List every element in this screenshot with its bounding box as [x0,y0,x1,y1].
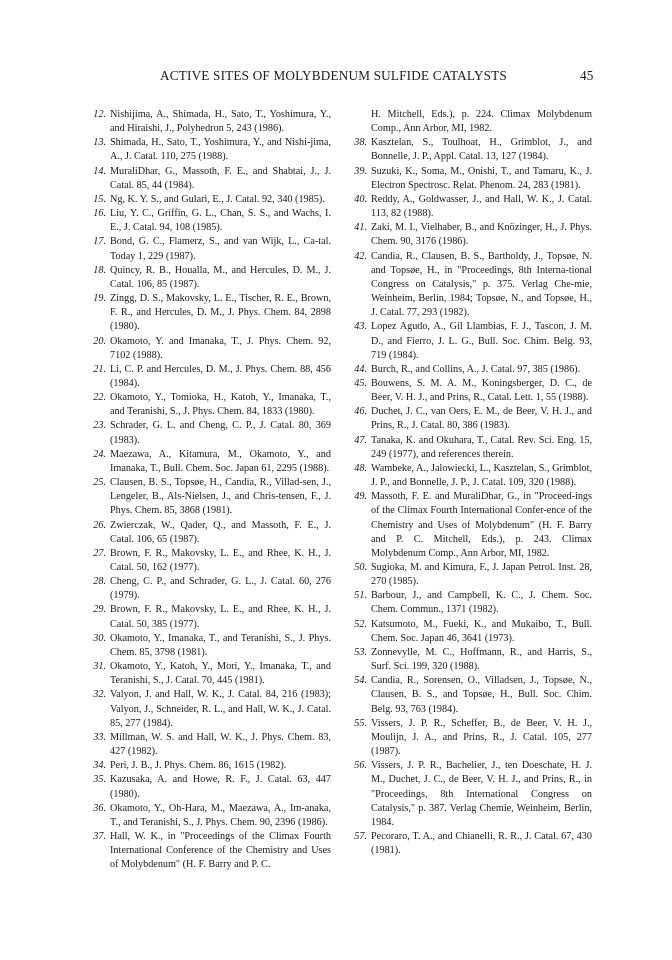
reference-number: 30. [93,632,106,644]
reference-number: 29. [93,604,106,616]
reference-entry [91,448,331,476]
reference-entry [91,603,331,631]
reference-text: MuraliDhar, G., Massoth, F. E., and Shabtai, J., J. Catal. 85, 44 (1984). [110,165,331,191]
reference-number: 24. [93,448,106,460]
reference-text: Li, C. P. and Hercules, D. M., J. Phys. Chem. 88, 456 (1984). [110,363,331,389]
reference-text: Suzuki, K., Soma, M., Onishi, T., and Tamaru, K., J. Electron Spectrosc. Relat. Phenom. 24, 283 (1981). [371,165,592,191]
reference-number: 37. [93,830,106,842]
reference-number: 49. [354,491,367,503]
reference-text: Lopez Agudo, A., Gil Llambias, F. J., Tascon, J. M. D., and Fierro, J. L. G., Bull. Soc. Chim. Belg. 93, 719 (1984). [371,321,592,361]
reference-number: 27. [93,547,106,559]
reference-entry [352,405,592,433]
reference-text: Kasztelan, S., Toulhoat, H., Grimblot, J., and Bonnelle, J. P., Appl. Catal. 13, 127 (1984). [371,137,592,163]
reference-entry [91,292,331,334]
reference-entry [91,759,331,773]
reference-text: Zwierczak, W., Qader, Q., and Massoth, F. E., J. Catal. 106, 65 (1987). [110,519,331,545]
page-number: 45 [580,68,594,83]
running-title: ACTIVE SITES OF MOLYBDENUM SULFIDE CATALYSTS [160,68,507,83]
reference-text: Wambeke, A., Jalowiecki, L., Kasztelan, S., Grimblot, J. P., and Bonnelle, J. P., J. Catal. 109, 320 (1988). [371,462,592,489]
reference-number: 32. [93,689,106,701]
reference-text: Pecoraro, T. A., and Chianelli, R. R., J. Catal. 67, 430 (1981). [371,830,592,857]
reference-number: 53. [354,646,367,658]
reference-text: Quincy, R. B., Houalla, M., and Hercules, D. M., J. Catal. 106, 85 (1987). [110,264,331,290]
reference-text: Okamoto, Y. and Imanaka, T., J. Phys. Chem. 92, 7102 (1988). [110,335,331,361]
reference-text: Okamoto, Y., Katoh, Y., Mori, Y., Imanaka, T., and Teranishi, S., J. Catal. 70, 445 (1981). [110,661,331,687]
reference-entry [352,830,592,858]
reference-number: 22. [93,392,106,404]
reference-entry [352,221,592,249]
reference-text: Vissers, J. P. R., Scheffer, B., de Beer, V. H. J., Moulijn, J. A., and Prins, R., J. Catal. 105, 277 (1987). [371,717,592,758]
reference-text: Duchet, J. C., van Oers, E. M., de Beer, V. H. J., and Prins, R., J. Catal. 80, 386 (1983). [371,406,592,432]
reference-entry [91,802,331,830]
reference-text: Nishijima, A., Shimada, H., Sato, T., Yoshimura, Y., and Hiraishi, J., Polyhedron 5, 243 (1986). [110,109,331,135]
reference-number: 44. [354,363,367,375]
reference-text: Brown, F. R., Makovsky, L. E., and Rhee, K. H., J. Catal. 50, 162 (1977). [110,547,331,573]
reference-entry [91,108,331,136]
reference-entry [91,264,331,292]
reference-entry [352,320,592,362]
reference-number: 31. [93,661,106,673]
reference-entry [91,335,331,363]
reference-entry [352,462,592,490]
reference-number: 56. [354,760,367,772]
reference-number: 23. [93,420,106,432]
reference-text: Reddy, A., Goldwasser, J., and Hall, W. K., J. Catal. 113, 82 (1988). [371,193,592,220]
reference-entry [91,165,331,193]
reference-text: Brown, F. R., Makovsky, L. E., and Rhee, K. H., J. Catal. 50, 385 (1977). [110,604,331,630]
reference-number: 43. [354,321,367,333]
reference-number: 15. [93,193,106,205]
reference-entry [352,589,592,617]
reference-number: 20. [93,335,106,347]
reference-number: 55. [354,717,367,729]
references-left-column [91,108,331,872]
reference-entry [352,717,592,759]
reference-text: Okamoto, Y., Oh-Hara, M., Maezawa, A., Im-anaka, T., and Teranishi, S., J. Phys. Chem. 90, 2396 (1986). [110,802,331,828]
reference-number: 12. [93,109,106,120]
reference-number: 42. [354,250,367,262]
reference-entry [352,674,592,716]
reference-number: 50. [354,562,367,573]
reference-entry [91,660,331,688]
reference-text: Peri, J. B., J. Phys. Chem. 86, 1615 (1982). [110,760,287,772]
reference-number: 19. [93,293,106,305]
reference-number: 40. [354,193,367,205]
reference-entry [352,561,592,589]
reference-entry [91,575,331,603]
reference-text: Zingg, D. S., Makovsky, L. E., Tischer, R. E., Brown, F. R., and Hercules, D. M., J. Phys. Chem. 84, 2898 (1980). [110,293,331,333]
reference-text: Massoth, F. E. and MuraliDhar, G., in "Proceed-ings of the Climax Fourth International Confer-ence of the Chemistry and Uses of Molybdenum" (H. F. Barry and P. C. Mitchell, Eds.), p. 243. Climax Molybdenum Comp., Ann Arbor, MI, 1982. [371,491,592,559]
reference-text: Katsumoto, M., Fueki, K., and Mukaibo, T., Bull. Chem. Soc. Japan 46, 3641 (1973). [371,618,592,644]
running-header [0,68,672,88]
reference-entry [91,207,331,235]
reference-text: Candia, R., Clausen, B. S., Bartholdy, J., Topsøe, N. and Topsøe, H., in "Proceedings, 8th Interna-tional Congress on Catalysis," p. 375. Verlag Che-mie, Weinheim, Berlin, 1984; Topsøe, N., and Topsøe, H., J. Catal. 77, 293 (1982). [371,250,592,319]
reference-number: 14. [93,165,106,177]
reference-text: Tanaka, K. and Okuhara, T., Catal. Rev. Sci. Eng. 15, 249 (1977), and references therein. [371,434,592,460]
reference-number: 57. [354,830,367,842]
reference-entry [91,519,331,547]
reference-text: Zaki, M. I., Vielhaber, B., and Knözinger, H., J. Phys. Chem. 90, 3176 (1986). [371,222,592,248]
reference-number: 39. [354,165,367,177]
reference-entry [91,136,331,164]
reference-entry [91,419,331,447]
reference-text: Schrader, G. L. and Cheng, C. P., J. Catal. 80, 369 (1983). [110,420,331,446]
reference-text: Okamoto, Y., Tomioka, H., Katoh, Y., Imanaka, T., and Teranishi, S., J. Phys. Chem. 84, 1833 (1980). [110,392,331,418]
reference-text: Zonnevylle, M. C., Hoffmann, R., and Harris, S., Surf. Sci. 199, 320 (1988). [371,646,592,673]
reference-entry [91,547,331,575]
reference-text: Maezawa, A., Kitamura, M., Okamoto, Y., and Imanaka, T., Bull. Chem. Soc. Japan 61, 2295 (1988). [110,448,331,474]
reference-text: Bond, G. C., Flamerz, S., and van Wijk, L., Ca-tal. Today 1, 229 (1987). [110,236,331,262]
reference-entry [91,193,331,207]
reference-text: Hall, W. K., in "Proceedings of the Climax Fourth International Conference of the Chemistry and Uses of Molybdenum" (H. F. Barry and P. C. [110,830,331,871]
reference-text: Bouwens, S. M. A. M., Koningsberger, D. C., de Beer, V. H. J., and Prins, R., Catal. Lett. 1, 55 (1988). [371,377,592,404]
reference-number: 28. [93,576,106,588]
reference-number: 25. [93,477,106,489]
reference-entry [91,476,331,518]
reference-number: 51. [354,590,367,602]
reference-number: 47. [354,434,367,446]
reference-text: Okamoto, Y., Imanaka, T., and Teranishi, S., J. Phys. Chem. 85, 3798 (1981). [110,632,331,658]
reference-number: 33. [93,731,106,743]
reference-entry [91,632,331,660]
reference-number: 26. [93,519,106,531]
reference-number: 18. [93,264,106,276]
reference-number: 21. [93,363,106,375]
reference-entry [352,646,592,674]
reference-number: 45. [354,377,367,389]
reference-entry [91,391,331,419]
reference-text: Vissers, J. P. R., Bachelier, J., ten Doeschate, H. J. M., Duchet, J. C., de Beer, V. H. J., and Prins, R., in "Proceedings, 8th International Congress on Catalysis," p. 387. Verlag Chemie, Weinheim, Berlin, 1984. [371,760,592,828]
reference-text: Shimada, H., Sato, T., Yoshimura, Y., and Nishi-jima, A., J. Catal. 110, 275 (1988). [110,137,331,163]
reference-entry [91,235,331,263]
reference-continuation: H. Mitchell, Eds.), p. 224. Climax Molybdenum Comp., Ann Arbor, MI, 1982. [371,109,592,135]
reference-entry [91,773,331,801]
reference-text: Burch, R., and Collins, A., J. Catal. 97, 385 (1986). [371,363,581,375]
reference-text: Clausen, B. S., Topsøe, H., Candia, R., Villad-sen, J., Lengeler, B., Als-Nielsen, J., and Chris-tensen, F., J. Phys. Chem. 85, 3868 (1981). [110,477,331,517]
references-right-column [352,108,592,858]
reference-entry [352,363,592,377]
reference-text: Kazusaka, A. and Howe, R. F., J. Catal. 63, 447 (1980). [110,774,331,800]
reference-number: 16. [93,208,106,220]
reference-entry [352,136,592,164]
reference-entry [91,830,331,872]
reference-text: Ng, K. Y. S., and Gulari, E., J. Catal. 92, 340 (1985). [110,193,325,205]
reference-number: 13. [93,137,106,149]
reference-number: 35. [93,774,106,786]
reference-text: Valyon, J. and Hall, W. K., J. Catal. 84, 216 (1983); Valyon, J., Schneider, R. L., and Hall, W. K., J. Catal. 85, 277 (1984). [110,689,331,729]
reference-entry [91,688,331,730]
reference-text: Sugioka, M. and Kimura, F., J. Japan Petrol. Inst. 28, 270 (1985). [371,562,592,588]
reference-entry [352,250,592,321]
reference-number: 48. [354,462,367,474]
reference-entry [352,759,592,830]
reference-text: Millman, W. S. and Hall, W. K., J. Phys. Chem. 83, 427 (1982). [110,731,331,758]
reference-text: Barbour, J., and Campbell, K. C., J. Chem. Soc. Chem. Commun., 1371 (1982). [371,590,592,616]
reference-number: 41. [354,222,367,234]
reference-entry [352,377,592,405]
reference-entry [352,618,592,646]
reference-entry [91,731,331,759]
reference-number: 54. [354,675,367,687]
reference-number: 52. [354,618,367,630]
reference-entry [352,434,592,462]
reference-number: 38. [354,137,367,149]
reference-text: Cheng, C. P., and Schrader, G. L., J. Catal. 60, 276 (1979). [110,576,331,602]
reference-text: Candia, R., Sorensen, O., Villadsen, J., Topsøe, N., Clausen, B. S., and Topsøe, H., Bull. Soc. Chim. Belg. 93, 763 (1984). [371,675,592,715]
reference-number: 34. [93,760,106,772]
reference-entry [352,193,592,221]
reference-entry [352,165,592,193]
reference-entry [352,490,592,561]
reference-entry [91,363,331,391]
reference-text: Liu, Y. C., Griffin, G. L., Chan, S. S., and Wachs, I. E., J. Catal. 94, 108 (1985). [110,208,331,234]
reference-number: 17. [93,236,106,248]
reference-number: 46. [354,406,367,418]
reference-number: 36. [93,802,106,814]
